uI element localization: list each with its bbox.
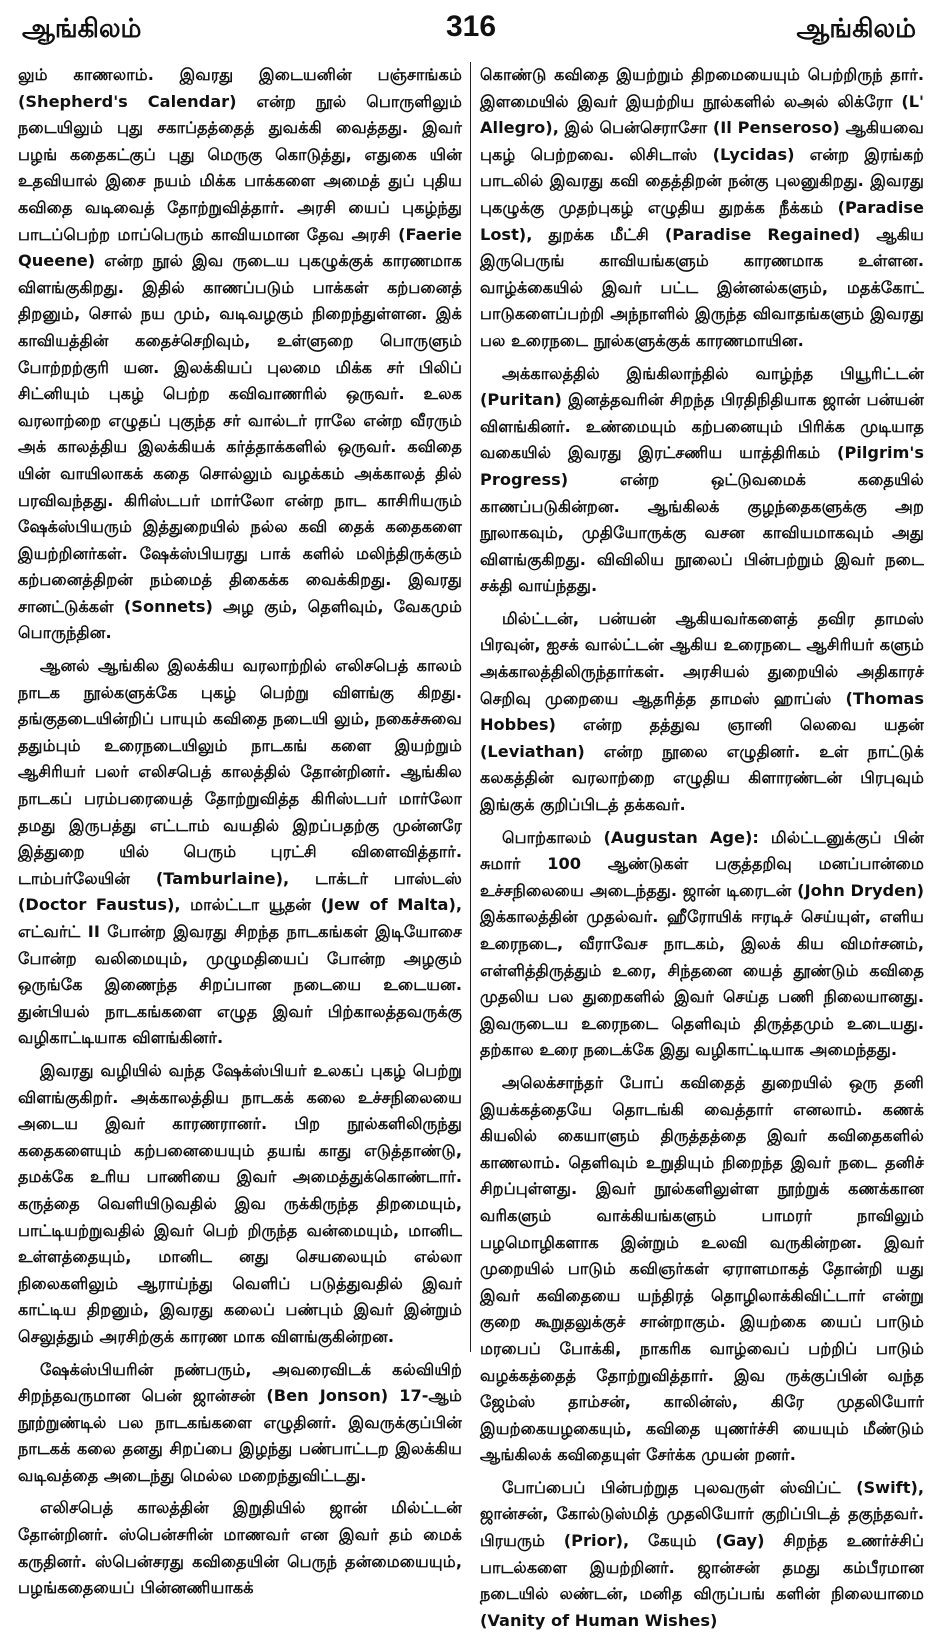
running-head-right: ஆங்கிலம் [796,14,916,44]
page-header [18,8,924,56]
paragraph: அக்காலத்தில் இங்கிலாந்தில் வாழ்ந்த பியூரிட்டன் (Puritan) இனத்தவரின் சிறந்த பிரதிநிதியாக ஜான் பன்யன் விளங்கினர். உண்மையும் கற்பனையும் பிரிக்க முடியாத வகையில் இவரது இரட்சணிய யாத்திரிகம் (Pilgrim's Progress) என்ற ஒட்டுவமைக் கதையில் காணப்படுகின்றன. ஆங்கிலக் குழந்தைகளுக்கு அற நூலாகவும், முதியோருக்கு வசன காவியமாகவும் அது விளங்குகிறது. விவிலிய நூலைப் பின்பற்றும் இவர் நடை சக்தி வாய்ந்தது. [480,363,924,596]
paragraph: பொற்காலம் (Augustan Age): மில்ட்டனுக்குப் பின் சுமார் 100 ஆண்டுகள் பகுத்தறிவு மனப்பான்மை உச்சநிலையை அடைந்தது. ஜான் டிரைடன் (John Dryden) இக்காலத்தின் முதல்வர். ஹீரோயிக் ஈரடிச் செய்யுள், எளிய உரைநடை, வீராவேச நாடகம், இலக் கிய விமர்சனம், எள்ளித்திருத்தும் உரை, சிந்தனை யைத் தூண்டும் கவிதை முதலிய பல துறைகளில் இவர் செய்த பணி நிலையானது. இவருடைய உரைநடை தெளிவும் திருத்தமும் உடையது. தற்கால உரை நடைக்கே இது வழிகாட்டியாக அமைந்தது. [480,827,924,1060]
paragraph: ஷேக்ஸ்பியரின் நண்பரும், அவரைவிடக் கல்வியிற் சிறந்தவருமான பென் ஜான்சன் (Ben Jonson) 17-ஆம் நூற்றுண்டில் பல நாடகங்களை எழுதினர். இவருக்குப்பின் நாடகக் கலை தனது சிறப்பை இழந்து பண்பாட்டற இலக்கிய வடிவத்தை அடைந்து மெல்ல மறைந்துவிட்டது. [18,1359,462,1485]
paragraph: மில்ட்டன், பன்யன் ஆகியவர்களைத் தவிர தாமஸ் பிரவுன், ஐசக் வால்ட்டன் ஆகிய உரைநடை ஆசிரியர் களும் அக்காலத்திலிருந்தார்கள். அரசியல் துறையில் அதிகாரச் செறிவு முறையை ஆதரித்த தாமஸ் ஹாப்ஸ் (Thomas Hobbes) என்ற தத்துவ ஞானி லெவை யதன் (Leviathan) என்ற நூலை எழுதினர். உள் நாட்டுக் கலகத்தின் வரலாற்றை எழுதிய கிளாரண்டன் பிரபுவும் இங்குக் குறிப்பிடத் தக்கவர். [480,608,924,815]
text-columns [18,62,924,1630]
running-head-left: ஆங்கிலம் [22,14,142,44]
left-column [18,62,462,1598]
page-number: 316 [445,10,497,43]
paragraph: இவரது வழியில் வந்த ஷேக்ஸ்பியர் உலகப் புகழ் பெற்று விளங்குகிறர். அக்காலத்திய நாடகக் கலை உச்சநிலையை அடைய இவர் காரணரானர். பிற நூல்களிலிருந்து கதைகளையும் கற்பனையையும் தயங் காது எடுத்தாண்டு, தமக்கே உரிய பாணியை இவர் அமைத்துக்கொண்டார். கருத்தை வெளியிடுவதில் இவ ருக்கிருந்த திறமையும், பாட்டியற்றுவதில் இவர் பெற் றிருந்த வன்மையும், மானிட உள்ளத்தையும், மானிட னது செயலையும் எல்லா நிலைகளிலும் ஆராய்ந்து வெளிப் படுத்துவதில் இவர் காட்டிய திறனும், இவரது கலைப் பண்பும் இவர் இன்றும் செலுத்தும் அரசிற்குக் காரண மாக விளங்குகின்றன. [18,1060,462,1346]
paragraph: ஆனல் ஆங்கில இலக்கிய வரலாற்றில் எலிசபெத் காலம் நாடக நூல்களுக்கே புகழ் பெற்று விளங்கு கிறது. தங்குதடையின்றிப் பாயும் கவிதை நடையி லும், நகைச்சுவை ததும்பும் உரைநடையிலும் நாடகங் களை இயற்றும் ஆசிரியர் பலர் எலிசபெத் காலத்தில் தோன்றினர். ஆங்கில நாடகப் பரம்பரையைத் தோற்றுவித்த கிரிஸ்டபர் மார்லோ தமது இருபத்து எட்டாம் வயதில் இறப்பதற்கு முன்னரே இத்துறை யில் பெரும் புரட்சி விளைவித்தார். டாம்பர்லேயின் (Tamburlaine), டாக்டர் பாஸ்டஸ் (Doctor Faustus), மால்ட்டா யூதன் (Jew of Malta), எட்வர்ட் II போன்ற இவரது சிறந்த நாடகங்கள் இடியோசை போன்ற வலிமையும், முழுமதியைப் போன்ற அழகும் ஒருங்கே இணைந்த சிறப்பான நடையை உடையன. துன்பியல் நாடகங்களை எழுத இவர் பிற்காலத்தவருக்கு வழிகாட்டியாக விளங்கினர். [18,656,462,1048]
paragraph: கொண்டு கவிதை இயற்றும் திறமையையும் பெற்றிருந் தார். இளமையில் இவர் இயற்றிய நூல்களில் லஅல் லிக்ரோ (L' Allegro), இல் பென்செராசோ (Il Penseroso) ஆகியவை புகழ் பெற்றவை. லிசிடாஸ் (Lycidas) என்ற இரங்கற் பாடலில் இவரது கவி தைத்திறன் நன்கு புலனுகிறது. இவரது புகழுக்கு முதற்புகழ் எழுதிய துறக்க நீக்கம் (Paradise Lost), துறக்க மீட்சி (Paradise Regained) ஆகிய இருபெருங் காவியங்களும் காரணமாக உள்ளன. வாழ்க்கையில் இவர் பட்ட இன்னல்களும், மதக்கோட் பாடுகளைப்பற்றி அந்நாளில் இருந்த விவாதங்களும் இவரது பல உரைநடை நூல்களுக்குக் காரணமாயின. [480,65,924,350]
paragraph: எலிசபெத் காலத்தின் இறுதியில் ஜான் மில்ட்டன் தோன்றினர். ஸ்பென்சரின் மாணவர் என இவர் தம் மைக் கருதினர். ஸ்பென்சரது கவிதையின் பெருந் தன்மையையும், பழங்கதையைப் பின்னணியாகக் [18,1498,462,1598]
paragraph: அலெக்சாந்தர் போப் கவிதைத் துறையில் ஒரு தனி இயக்கத்தையே தொடங்கி வைத்தார் எனலாம். கணக் கியலில் கையாளும் திருத்தத்தை இவர் கவிதைகளில் காணலாம். தெளிவும் உறுதியும் நிறைந்த இவர் நடை தனிச் சிறப்புள்ளது. இவர் நூல்களிலுள்ள நூற்றுக் கணக்கான வரிகளும் வாக்கியங்களும் பாமரர் நாவிலும் பழமொழிகளாக இன்றும் உலவி வருகின்றன. இவர் முறையில் பாடும் கவிஞர்கள் ஏராளமாகத் தோன்றி யது இவர் கவிதையை யந்திரத் தொழிலாக்கிவிட்டார் என்று குறை கூறுதலுக்குச் சான்றாகும். இயற்கை யைப் பாடும் மரபைப் போக்கி, நாகரிக வாழ்வைப் பற்றிப் பாடும் வழக்கத்தைத் தோற்றுவித்தார். இவ ருக்குப்பின் வந்த ஜேம்ஸ் தாம்சன், காலின்ஸ், கிரே முதலியோர் இயற்கையழகையும், கவிதை யுணர்ச்சி யையும் மீண்டும் ஆங்கிலக் கவிதையுள் சேர்க்க முயன் றனர். [480,1072,924,1465]
paragraph: லும் காணலாம். இவரது இடையனின் பஞ்சாங்கம் (Shepherd's Calendar) என்ற நூல் பொருளிலும் நடையிலும் புது சகாப்தத்தைத் துவக்கி வைத்தது. இவர் பழங் கதைகட்குப் புது மெருகு கொடுத்து, எதுகை யின் உதவியால் இசை நயம் மிக்க பாக்களை அமைத் துப் புதிய கவிதை வடிவைத் தோற்றுவித்தார். அரசி யைப் புகழ்ந்து பாடப்பெற்ற மாப்பெரும் காவியமான தேவ அரசி (Faerie Queene) என்ற நூல் இவ ருடைய புகழுக்குக் காரணமாக விளங்குகிறது. இதில் காணப்படும் பாக்கள் கற்பனைத் திறனும், சொல் நய மும், வடிவழகும் நிறைந்துள்ளன. இக் காவியத்தின் கதைச்செறிவும், உள்ளுறை பொருளும் போற்றற்குரி யன. இலக்கியப் புலமை மிக்க சர் பிலிப் சிட்னியும் புகழ் பெற்ற கவிவாணரில் ஒருவர். உலக வரலாற்றை எழுதப் புகுந்த சர் வால்டர் ராலே என்ற வீரரும் அக் காலத்திய இலக்கியக் கர்த்தாக்களில் ஒருவர். கவிதை யின் வாயிலாகக் கதை சொல்லும் வழக்கம் அக்காலத் தில் பரவிவந்தது. கிரிஸ்டபர் மார்லோ என்ற நாட காசிரியரும் ஷேக்ஸ்பியரும் இத்துறையில் நல்ல கவி தைக் கதைகளை இயற்றினர்கள். ஷேக்ஸ்பியரது பாக் களில் மலிந்திருக்கும் கற்பனைத்திறன் நம்மைத் திகைக்க வைக்கிறது. இவரது சானட்டுக்கள் (Sonnets) அழ கும், தெளிவும், வேகமும் பொருந்தின. [18,65,462,643]
paragraph: போப்பைப் பின்பற்றுத புலவருள் ஸ்விப்ட் (Swift), ஜான்சன், கோல்டுஸ்மித் முதலியோர் குறிப்பிடத் தகுந்தவர். பிரயரும் (Prior), கேயும் (Gay) சிறந்த உணர்ச்சிப் பாடல்களை இயற்றினர். ஜான்சன் தமது கம்பீரமான நடையில் லண்டன், மனித விருப்பங் களின் நிலையாமை (Vanity of Human Wishes) [480,1477,924,1630]
right-column [480,62,924,1630]
column-divider [470,62,471,1352]
